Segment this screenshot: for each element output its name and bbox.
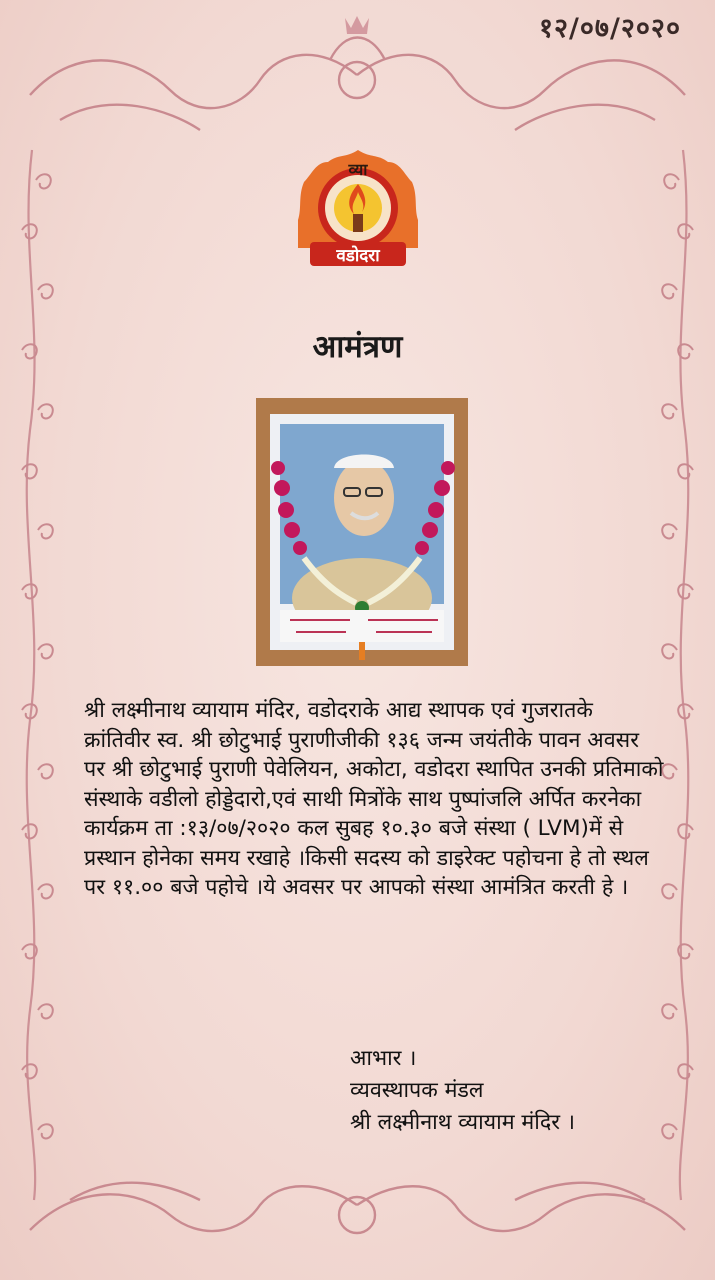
logo-city-text: वडोदरा	[336, 246, 380, 266]
signature-committee: व्यवस्थापक मंडल	[350, 1078, 484, 1103]
invitation-title: आमंत्रण	[312, 329, 403, 365]
date-label: १२/०७/२०२०	[538, 13, 681, 44]
signature-block	[350, 1043, 575, 1139]
garlanded-portrait-image	[256, 398, 468, 666]
logo	[296, 148, 420, 270]
logo-top-text: व्या	[348, 160, 368, 179]
signature-thanks: आभार ।	[350, 1046, 417, 1071]
signature-organization: श्री लक्ष्मीनाथ व्यायाम मंदिर ।	[350, 1110, 576, 1135]
invitation-body: श्री लक्ष्मीनाथ व्यायाम मंदिर, वडोदराके आद्य स्थापक एवं गुजरातके क्रांतिवीर स्व. श्री छोटुभाई पुराणीजीकी १३६ जन्म जयंतीके पावन अवसर पर श्री छोटुभाई पुराणी पेवेलियन, अकोटा, वडोदरा स्थापित उनकी प्रतिमाको संस्थाके वडीलो होड्डेदारो,एवं साथी मित्रोंके साथ पुष्पांजलि अर्पित करनेका कार्यक्रम ता :१३/०७/२०२० कल सुबह १०.३० बजे संस्था ( LVM)में से प्रस्थान होनेका समय रखाहे ।किसी सदस्य को डाइरेक्ट पहोचना हे तो स्थल पर ११.०० बजे पहोचे ।ये अवसर पर आपको संस्था आमंत्रित करती हे ।	[84, 698, 664, 900]
